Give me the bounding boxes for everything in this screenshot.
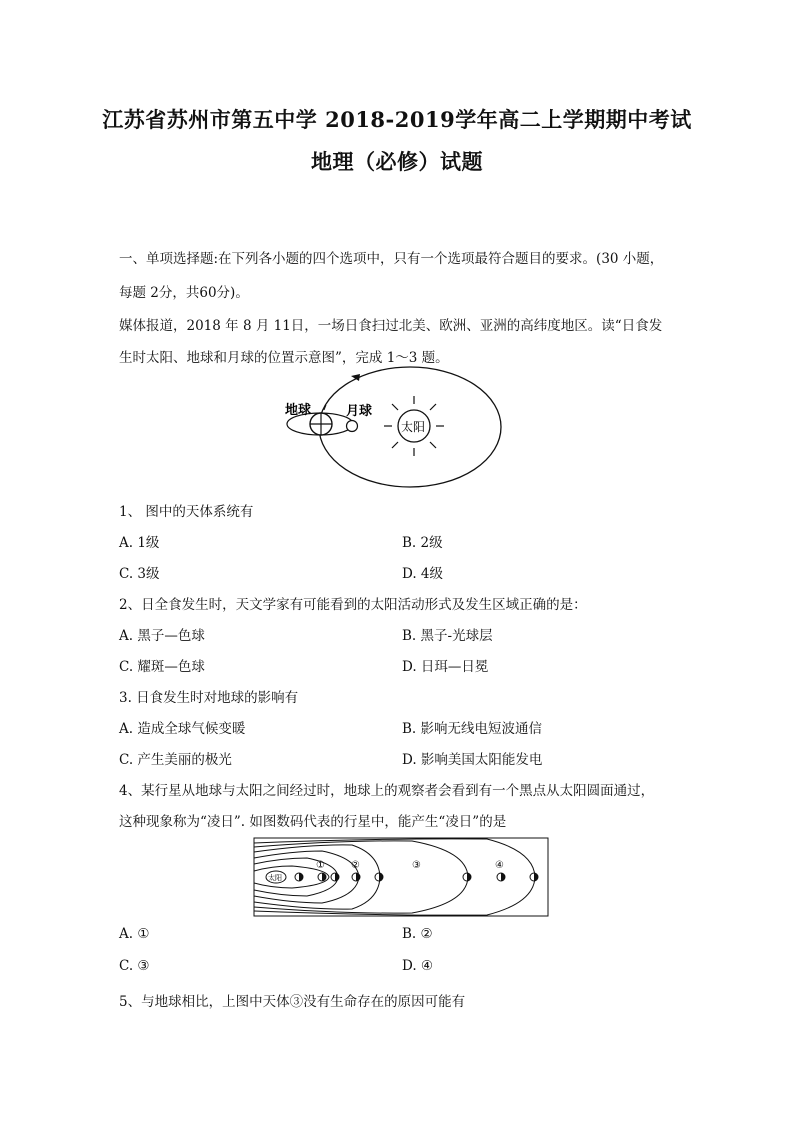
question-4-option-a: A. ①: [119, 926, 150, 942]
section-instructions-line2: 每题 2分，共60分)。: [119, 285, 249, 301]
question-3-option-d: D. 影响美国太阳能发电: [402, 752, 543, 768]
material-line1: 媒体报道，2018 年 8 月 11日，一场日食扫过北美、欧洲、亚洲的高纬度地区。读“日食发: [119, 318, 663, 334]
question-1-option-a: A. 1级: [119, 535, 160, 551]
material-line2: 生时太阳、地球和月球的位置示意图”，完成 1～3 题。: [119, 350, 449, 366]
question-4-option-c: C. ③: [119, 958, 150, 974]
question-5-stem: 5、与地球相比，上图中天体③没有生命存在的原因可能有: [119, 994, 466, 1010]
question-2-option-c: C. 耀斑—色球: [119, 659, 205, 675]
question-1-option-d: D. 4级: [402, 566, 444, 582]
question-4-stem-line1: 4、某行星从地球与太阳之间经过时，地球上的观察者会看到有一个黑点从太阳圆面通过，: [119, 783, 655, 799]
planet-label-3: ③: [412, 860, 421, 871]
eclipse-position-diagram: [280, 360, 540, 495]
question-3-option-a: A. 造成全球气候变暖: [119, 721, 246, 737]
question-2-option-b: B. 黑子-光球层: [402, 628, 493, 644]
question-1-option-c: C. 3级: [119, 566, 160, 582]
question-1-stem: 1、 图中的天体系统有: [119, 504, 254, 520]
sun-label: 太阳: [401, 420, 426, 434]
document-title: 江苏省苏州市第五中学 2018-2019学年高二上学期期中考试: [102, 107, 692, 132]
question-4-option-d: D. ④: [402, 958, 434, 974]
question-2-option-d: D. 日珥—日冕: [402, 659, 489, 675]
question-1-option-b: B. 2级: [402, 535, 443, 551]
planet-label-4: ④: [495, 860, 504, 871]
document-subtitle: 地理（必修）试题: [311, 149, 483, 174]
moon-label: 月球: [346, 403, 373, 418]
planet-label-1: ①: [316, 860, 325, 871]
section-instructions-line1: 一、单项选择题:在下列各小题的四个选项中，只有一个选项最符合题目的要求。(30 小题，: [119, 251, 664, 267]
question-2-option-a: A. 黑子—色球: [119, 628, 205, 644]
question-4-option-b: B. ②: [402, 926, 433, 942]
question-2-stem: 2、日全食发生时，天文学家有可能看到的太阳活动形式及发生区域正确的是：: [119, 597, 587, 613]
planet-label-2: ②: [351, 860, 360, 871]
question-4-stem-line2: 这种现象称为“凌日”. 如图数码代表的行星中，能产生“凌日”的是: [119, 814, 507, 830]
solar-system-diagram: [252, 836, 550, 918]
question-3-option-b: B. 影响无线电短波通信: [402, 721, 543, 737]
earth-label: 地球: [285, 402, 312, 417]
question-3-option-c: C. 产生美丽的极光: [119, 752, 232, 768]
moon-symbol: [347, 421, 358, 432]
question-3-stem: 3. 日食发生时对地球的影响有: [119, 690, 299, 706]
sun-label-small: 太阳: [268, 874, 282, 882]
